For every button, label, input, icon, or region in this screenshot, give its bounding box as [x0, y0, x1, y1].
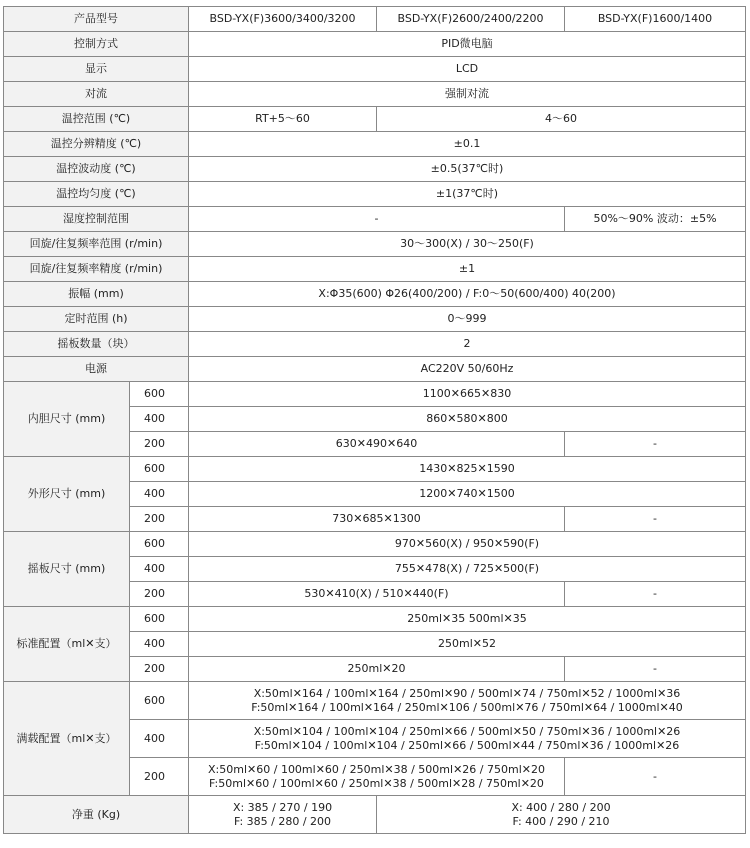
full-value-600 — [189, 682, 746, 720]
temp-resolution-row — [4, 132, 746, 157]
temp-range-label: 温控范围 (℃) — [4, 107, 189, 132]
outer-value-600: 1430✕825✕1590 — [189, 457, 746, 482]
full-row-600 — [4, 682, 746, 720]
full-400-x-line: X:50ml✕104 / 100ml✕104 / 250ml✕66 / 500ml✕50 / 750ml✕36 / 1000ml✕26 — [253, 724, 681, 738]
full-200-f-line: F:50ml✕60 / 100ml✕60 / 250ml✕38 / 500ml✕28 / 750ml✕20 — [209, 776, 544, 790]
inner-value-600: 1100✕665✕830 — [189, 382, 746, 407]
amplitude-value: X:Φ35(600) Φ26(400/200) / F:0～50(600/400) 40(200) — [189, 282, 746, 307]
inner-row-600 — [4, 382, 746, 407]
model-col-1: BSD-YX(F)3600/3400/3200 — [189, 7, 377, 32]
full-extra-200: - — [565, 758, 746, 796]
weight-label: 净重 (Kg) — [4, 796, 189, 834]
convection-value: 强制对流 — [189, 82, 746, 107]
outer-value-200: 730✕685✕1300 — [189, 507, 565, 532]
full-size-200: 200 — [130, 758, 189, 796]
timer-value: 0～999 — [189, 307, 746, 332]
standard-value-600: 250ml✕35 500ml✕35 — [189, 607, 746, 632]
plates-row — [4, 332, 746, 357]
display-row — [4, 57, 746, 82]
humidity-row — [4, 207, 746, 232]
plate-size-label: 摇板尺寸 (mm) — [4, 532, 130, 607]
temp-fluctuation-label: 温控波动度 (℃) — [4, 157, 189, 182]
weight-b-f-line: F: 400 / 290 / 210 — [512, 814, 610, 828]
power-row — [4, 357, 746, 382]
header-row — [4, 7, 746, 32]
weight-value-b — [377, 796, 746, 834]
outer-extra-200: - — [565, 507, 746, 532]
speed-range-label: 回旋/往复频率范围 (r/min) — [4, 232, 189, 257]
plate-value-200: 530✕410(X) / 510✕440(F) — [189, 582, 565, 607]
weight-row — [4, 796, 746, 834]
weight-a-x-line: X: 385 / 270 / 190 — [232, 800, 333, 814]
inner-value-200: 630✕490✕640 — [189, 432, 565, 457]
weight-b-x-line: X: 400 / 280 / 200 — [511, 800, 611, 814]
inner-size-400: 400 — [130, 407, 189, 432]
speed-accuracy-value: ±1 — [189, 257, 746, 282]
temp-fluctuation-value: ±0.5(37℃时) — [189, 157, 746, 182]
plate-row-600 — [4, 532, 746, 557]
display-label: 显示 — [4, 57, 189, 82]
plate-value-400: 755✕478(X) / 725✕500(F) — [189, 557, 746, 582]
outer-size-600: 600 — [130, 457, 189, 482]
display-value: LCD — [189, 57, 746, 82]
standard-value-400: 250ml✕52 — [189, 632, 746, 657]
standard-size-600: 600 — [130, 607, 189, 632]
speed-accuracy-label: 回旋/往复频率精度 (r/min) — [4, 257, 189, 282]
plates-value: 2 — [189, 332, 746, 357]
speed-accuracy-row — [4, 257, 746, 282]
outer-size-200: 200 — [130, 507, 189, 532]
temp-range-value-b: 4～60 — [377, 107, 746, 132]
inner-size-600: 600 — [130, 382, 189, 407]
model-col-2: BSD-YX(F)2600/2400/2200 — [377, 7, 565, 32]
standard-extra-200: - — [565, 657, 746, 682]
speed-range-row — [4, 232, 746, 257]
control-label: 控制方式 — [4, 32, 189, 57]
standard-size-400: 400 — [130, 632, 189, 657]
standard-size-200: 200 — [130, 657, 189, 682]
temp-range-row — [4, 107, 746, 132]
full-400-f-line: F:50ml✕104 / 100ml✕104 / 250ml✕66 / 500ml✕44 / 750ml✕36 / 1000ml✕26 — [254, 738, 680, 752]
speed-range-value: 30～300(X) / 30～250(F) — [189, 232, 746, 257]
temp-uniformity-label: 温控均匀度 (℃) — [4, 182, 189, 207]
temp-resolution-value: ±0.1 — [189, 132, 746, 157]
outer-label: 外形尺寸 (mm) — [4, 457, 130, 532]
temp-range-value-a: RT+5～60 — [189, 107, 377, 132]
humidity-label: 湿度控制范围 — [4, 207, 189, 232]
plate-size-600: 600 — [130, 532, 189, 557]
timer-label: 定时范围 (h) — [4, 307, 189, 332]
convection-row — [4, 82, 746, 107]
outer-row-600 — [4, 457, 746, 482]
amplitude-row — [4, 282, 746, 307]
model-col-3: BSD-YX(F)1600/1400 — [565, 7, 746, 32]
plate-value-600: 970✕560(X) / 950✕590(F) — [189, 532, 746, 557]
full-600-x-line: X:50ml✕164 / 100ml✕164 / 250ml✕90 / 500ml✕74 / 750ml✕52 / 1000ml✕36 — [253, 686, 681, 700]
timer-row — [4, 307, 746, 332]
full-600-f-line: F:50ml✕164 / 100ml✕164 / 250ml✕106 / 500ml✕76 / 750ml✕64 / 1000ml✕40 — [251, 700, 683, 714]
plates-label: 摇板数量（块） — [4, 332, 189, 357]
humidity-value-b: 50%～90% 波动：±5% — [565, 207, 746, 232]
outer-size-400: 400 — [130, 482, 189, 507]
model-label: 产品型号 — [4, 7, 189, 32]
full-200-x-line: X:50ml✕60 / 100ml✕60 / 250ml✕38 / 500ml✕26 / 750ml✕20 — [208, 762, 545, 776]
standard-label: 标准配置（ml✕支） — [4, 607, 130, 682]
temp-uniformity-row — [4, 182, 746, 207]
full-value-400 — [189, 720, 746, 758]
standard-row-600 — [4, 607, 746, 632]
spec-table — [3, 6, 746, 834]
inner-value-400: 860✕580✕800 — [189, 407, 746, 432]
temp-fluctuation-row — [4, 157, 746, 182]
temp-resolution-label: 温控分辨精度 (℃) — [4, 132, 189, 157]
temp-uniformity-value: ±1(37℃时) — [189, 182, 746, 207]
plate-size-200: 200 — [130, 582, 189, 607]
control-value: PID微电脑 — [189, 32, 746, 57]
humidity-value-a: - — [189, 207, 565, 232]
weight-value-a — [189, 796, 377, 834]
full-size-400: 400 — [130, 720, 189, 758]
plate-extra-200: - — [565, 582, 746, 607]
power-value: AC220V 50/60Hz — [189, 357, 746, 382]
inner-size-200: 200 — [130, 432, 189, 457]
weight-a-f-line: F: 385 / 280 / 200 — [233, 814, 332, 828]
convection-label: 对流 — [4, 82, 189, 107]
outer-value-400: 1200✕740✕1500 — [189, 482, 746, 507]
full-value-200 — [189, 758, 565, 796]
power-label: 电源 — [4, 357, 189, 382]
control-row — [4, 32, 746, 57]
full-size-600: 600 — [130, 682, 189, 720]
full-label: 满载配置（ml✕支） — [4, 682, 130, 796]
inner-extra-200: - — [565, 432, 746, 457]
amplitude-label: 振幅 (mm) — [4, 282, 189, 307]
standard-value-200: 250ml✕20 — [189, 657, 565, 682]
plate-size-400: 400 — [130, 557, 189, 582]
inner-label: 内胆尺寸 (mm) — [4, 382, 130, 457]
